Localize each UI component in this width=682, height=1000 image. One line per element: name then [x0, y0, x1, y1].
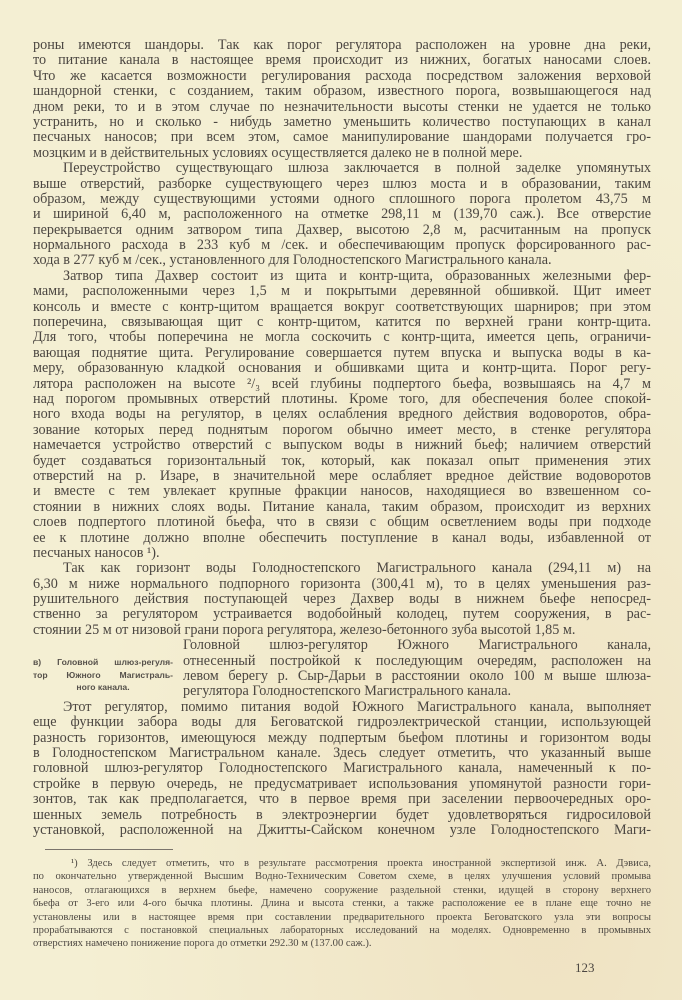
text-line: Для того, чтобы поперечина не могла соскочить с контр-щита, имеется цепь, ограничи-: [33, 329, 651, 346]
text-line: дном реки, то и в этом случае по незначительности высоты стенки не удается не только: [33, 98, 651, 115]
text-line: стоянии в нижних слоях воды. Питание канала, таким образом, происходит из верхних: [33, 498, 651, 515]
text-line: мозцким и в действительных условиях осуществляется далеко не в полной мере.: [33, 144, 523, 161]
text-line: мами, расположенными через 1,5 м и покрытыми деревянной обшивкой. Щит имеет: [33, 283, 651, 300]
text-line: ственно за регулятором устраивается водобойный колодец, путем сооружения, в рас-: [33, 606, 651, 623]
text-line: консоль и вместе с контр-щитом вращается вокруг соответствующих шарниров; при этом: [33, 298, 651, 315]
text-line: ее к плотине должно вполне обеспечить поступление в канал воды, избавленной от: [33, 529, 651, 546]
page-number: 123: [575, 960, 595, 975]
paragraph: [33, 700, 651, 839]
text-line: еще функции забора воды для Беговатской гидроэлектрической станции, использующей: [33, 714, 651, 731]
paragraph: [33, 161, 651, 269]
text-line: прорабатываются с постановкой специальных лабораторных исследований на моделях. Одновременно в промывных: [33, 924, 651, 936]
paragraph: [33, 269, 651, 561]
text-line: слоев подпертого плотиной бьефа, что в связи с общим осветлением воды при подходе: [33, 514, 651, 531]
text-line: головной шлюз-регулятор Голодностепского Магистрального канала, намеченный к по-: [33, 760, 651, 777]
text-line: установлены или в настоящее время при составлении предварительного проекта Беговатского узла эти вопросы: [33, 911, 651, 923]
text-line: образом, между существующими устоями одного сплошного порога пролетом 43,75 м: [33, 190, 651, 207]
text-line: песчаных наносов; при всем этом, самое манипулирование шандорами получается гро-: [33, 129, 651, 146]
text-line: перекрывается одним затвором типа Дахвер, высотою 2,8 м, расчитанным на пропуск: [33, 221, 651, 238]
footnote: [33, 857, 651, 951]
text-line: стройке в первую очередь, не предусматривает использования упомянутой разности гори-: [33, 775, 651, 792]
text-line: зование которых перед поднятым порогом обычно имеет место, в стенке регулятора: [33, 421, 651, 438]
text-line: над порогом промывных отверстий плотины. Кроме того, для обеспечения более спокой-: [33, 390, 651, 407]
text-line: будет создаваться горизонтальный ток, который, как показал опыт применения этих: [33, 452, 651, 469]
text-line: лятора расположен на высоте ²/₃ всей глубины подпертого бьефа, возвышаясь на 4,7 м: [33, 375, 651, 392]
text-line: роны имеются шандоры. Так как порог регулятора расположен на уровне дна реки,: [33, 37, 651, 53]
text-line: шандорной стенки, с созданием, таким образом, известного порога, возвышающегося над: [33, 83, 651, 100]
text-line: левом берегу р. Сыр-Дарьи в расстоянии около 100 м выше шлюза-: [183, 668, 651, 685]
footnote-rule: [45, 849, 173, 850]
text-line: нормального расхода в 233 куб м /сек. и обеспечивающим пропуск форсированного рас-: [33, 237, 651, 254]
body-text: [33, 38, 651, 838]
text-line: установкой, расположенной на Джитты-Сайском конечном узле Голодностепского Маги-: [33, 821, 651, 838]
text-line: устранить, но и сколько - нибудь заметно уменьшить количество поступающих в канал: [33, 113, 651, 130]
text-line: то питание канала в настоящее время происходит из нижних, богатых наносами слоев.: [33, 52, 651, 69]
text-line: рушительного действия поступающей через Дахвер воды в нижнем бьефе непосред-: [33, 591, 651, 608]
text-line: хода в 277 куб м /сек., установленного для Голодностепского Магистрального канала.: [33, 252, 552, 269]
text-line: и вместе с тем увлекает крупные фракции наносов, находящиеся во взвешенном со-: [33, 483, 651, 500]
text-line: отверстий на р. Изаре, в значительной мере ослабляет вредное действие водоворотов: [33, 467, 651, 484]
text-line: намечается устройство отверстий с выпуском воды в нижний бьеф; наличием отверстий: [33, 437, 651, 454]
margin-note: [33, 656, 173, 694]
text-line: зонтов, так как предполагается, что в первое время при заселении первоочередных оро-: [33, 791, 651, 808]
text-line: шенных земель потребность в электроэнергии будет удовлетворяться гидросиловой: [33, 806, 651, 823]
text-line: стоянии 25 м от низовой грани порога регулятора, железо-бетонного зуба высотой 1,85 м.: [33, 621, 576, 638]
text-line: Так как горизонт воды Голодностепского Магистрального канала (294,11 м) на: [63, 560, 651, 577]
text-line: вающая поднятие щита. Регулирование совершается путем впуска и выпуска воды в ка-: [33, 344, 651, 361]
text-line: в Голодностепском Магистральном канале. Здесь следует отметить, что указанный выше: [33, 744, 651, 761]
paragraph: [33, 38, 651, 161]
text-line: Головной шлюз-регулятор Южного Магистрального канала,: [183, 637, 651, 654]
text-line: поперечина, связывающая щит с контр-щитом, катится по верхней грани контр-щита.: [33, 314, 651, 331]
paragraph: [33, 561, 651, 638]
section-c: [33, 638, 651, 700]
margin-note-line: тор Южного Магистраль-: [33, 669, 173, 680]
text-line: Этот регулятор, помимо питания водой Южного Магистрального канала, выполняет: [63, 698, 651, 715]
text-line: Переустройство существующаго шлюза заключается в полной заделке упомянутых: [63, 160, 651, 177]
text-line: выше отверстий, разборке существующего через шлюз моста и в образовании, таким: [33, 175, 651, 192]
text-line: 6,30 м ниже нормального подпорного горизонта (300,41 м), то в целях уменьшения раз-: [33, 575, 651, 592]
text-line: песчаных наносов ¹).: [33, 544, 160, 561]
text-line: разность горизонтов, имеющуюся между подпертым бьефом плотины и горизонтом воды: [33, 729, 651, 746]
text-line: регулятора Голодностепского Магистрального канала.: [183, 683, 512, 700]
margin-note-line: ного канала.: [76, 682, 130, 693]
text-line: меру, образованную кладкой основания и обшивками щита и контр-щита. Порог регу-: [33, 360, 651, 377]
text-line: наносов, отлагающихся в верхнем бьефе, намечено сооружение раздельной стенки, идущей в сторону верхнего: [33, 884, 651, 896]
text-line: бьефа от 3-его или 4-ого бычка плотины. Длина и высота стенки, а также расположение ее в плане еще точно не: [33, 898, 651, 910]
text-line: и шириной 6,40 м, расположенного на отметке 298,11 м (139,70 саж.). Все отверстие: [33, 206, 651, 223]
text-line: ¹) Здесь следует отметить, что в результате рассмотрения проекта иностранной экспертизой инж. А. Дэвиса,: [71, 858, 651, 869]
text-line: отверстиях намечено понижение порога до отметки 292.30 м (137.00 саж.).: [33, 938, 372, 950]
text-line: Затвор типа Дахвер состоит из щита и контр-щита, образованных железными фер-: [63, 267, 651, 284]
text-line: Что же касается возможности регулирования расхода посредством заложения верховой: [33, 67, 651, 84]
text-line: ного входа воды на регулятор, в целях ослабления вредного действия водоворотов, обра-: [33, 406, 651, 423]
text-line: по окончательно утвержденной Высшим Водно-Техническим Советом схеме, в целях улучшения условий промыва: [33, 871, 651, 883]
margin-note-line: в) Головной шлюз-регуля-: [33, 657, 173, 668]
text-line: отнесенный постройкой к последующим очередям, расположен на: [183, 652, 651, 669]
